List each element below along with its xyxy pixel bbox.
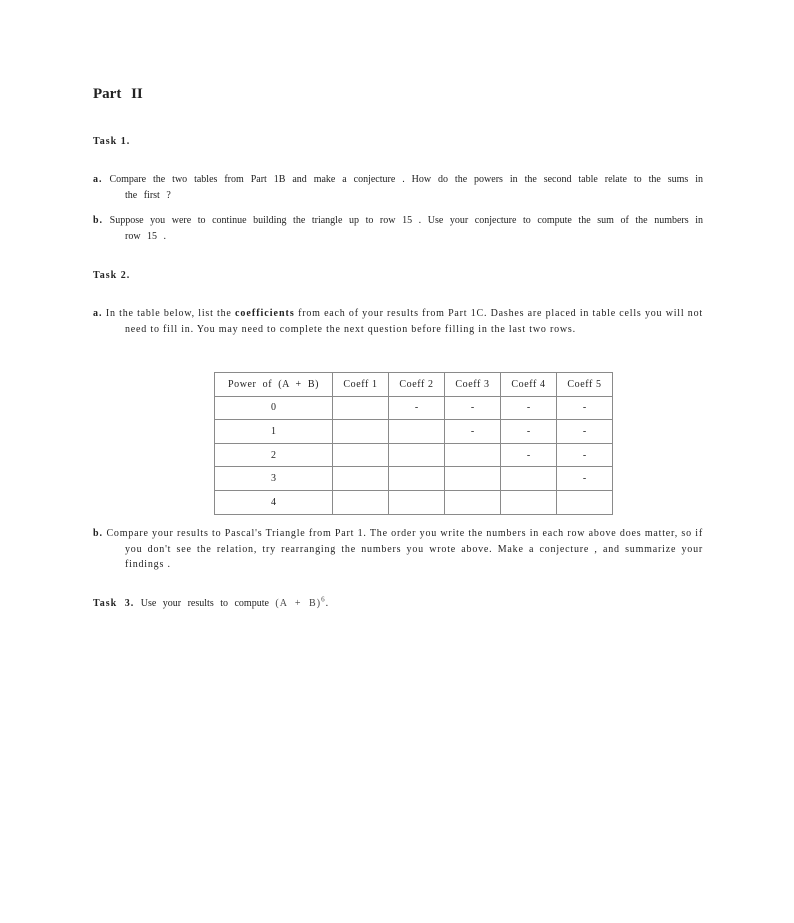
coeff-cell[interactable] [389,443,445,467]
task3-line [93,595,329,609]
task3-expr-exponent: 6 [321,595,326,604]
task3-label: Task 3. [93,598,135,609]
power-cell: 1 [215,420,333,444]
coeff-cell[interactable] [501,490,557,514]
task2-b-label: b. [93,528,104,539]
coeff-cell: - [501,420,557,444]
coeff-cell: - [557,396,613,420]
table-row [215,467,613,491]
task2-a-text-before: In the table below, list the [105,308,232,319]
coeff-cell[interactable] [389,467,445,491]
task1-a-text: Compare the two tables from Part 1B and make a conjecture . How do the powers in the second table relate to the sums in the first ? [109,174,704,201]
coeff-cell[interactable] [557,490,613,514]
coeff-cell[interactable] [333,443,389,467]
coeff-cell: - [389,396,445,420]
coeff-cell[interactable] [333,396,389,420]
coeff-cell: - [501,443,557,467]
coeff-cell[interactable] [333,490,389,514]
task2-item-b [93,526,703,573]
coeff-cell: - [445,420,501,444]
coeff-cell: - [445,396,501,420]
coeff-cell: - [557,420,613,444]
table-row [215,420,613,444]
coeff-cell: - [557,467,613,491]
task1-b-label: b. [93,215,104,226]
coeff-cell[interactable] [333,467,389,491]
coeff-cell[interactable] [333,420,389,444]
table-row [215,396,613,420]
task1-heading: Task 1. [93,136,131,147]
coeff-cell[interactable] [501,467,557,491]
task2-a-text-after: from each of your results from Part 1C. Dashes are placed in table cells you will not need to fill in. You may need to complete the next question before filling in the last two rows. [125,308,703,335]
table-row [215,490,613,514]
part-title: Part II [93,86,143,102]
table-row [215,443,613,467]
task1-a-label: a. [93,174,103,185]
task2-heading: Task 2. [93,270,131,281]
coeff-cell: - [557,443,613,467]
table-header-row [215,373,613,397]
task1-item-b [93,213,703,244]
coefficients-table [214,372,613,515]
task2-a-text-bold: coefficients [234,308,295,319]
coeff-cell[interactable] [389,420,445,444]
task3-expression [275,595,326,609]
coeff-cell: - [501,396,557,420]
power-cell: 2 [215,443,333,467]
header-coeff-5: Coeff 5 [557,373,613,397]
coeff-cell[interactable] [389,490,445,514]
header-coeff-3: Coeff 3 [445,373,501,397]
header-coeff-1: Coeff 1 [333,373,389,397]
task3-text: Use your results to compute [140,598,269,609]
header-coeff-2: Coeff 2 [389,373,445,397]
coeff-cell[interactable] [445,490,501,514]
task1-b-text: Suppose you were to continue building the triangle up to row 15 . Use your conjecture to compute the sum of the numbers in row 15 . [109,215,704,242]
task1-item-a [93,172,703,203]
power-cell: 3 [215,467,333,491]
task2-item-a [93,306,703,337]
coeff-cell[interactable] [445,467,501,491]
coeff-cell[interactable] [445,443,501,467]
power-cell: 0 [215,396,333,420]
task2-a-label: a. [93,308,103,319]
header-coeff-4: Coeff 4 [501,373,557,397]
power-cell: 4 [215,490,333,514]
task2-b-text: Compare your results to Pascal's Triangle from Part 1. The order you write the numbers in each row above does matter, so if you don't see the relation, try rearranging the numbers you wrote above. Make a conjecture , and summarize your findings . [106,528,703,570]
task3-period: . [325,598,329,609]
task3-expr-base: (A + B) [275,598,322,609]
header-power: Power of (A + B) [215,373,333,397]
